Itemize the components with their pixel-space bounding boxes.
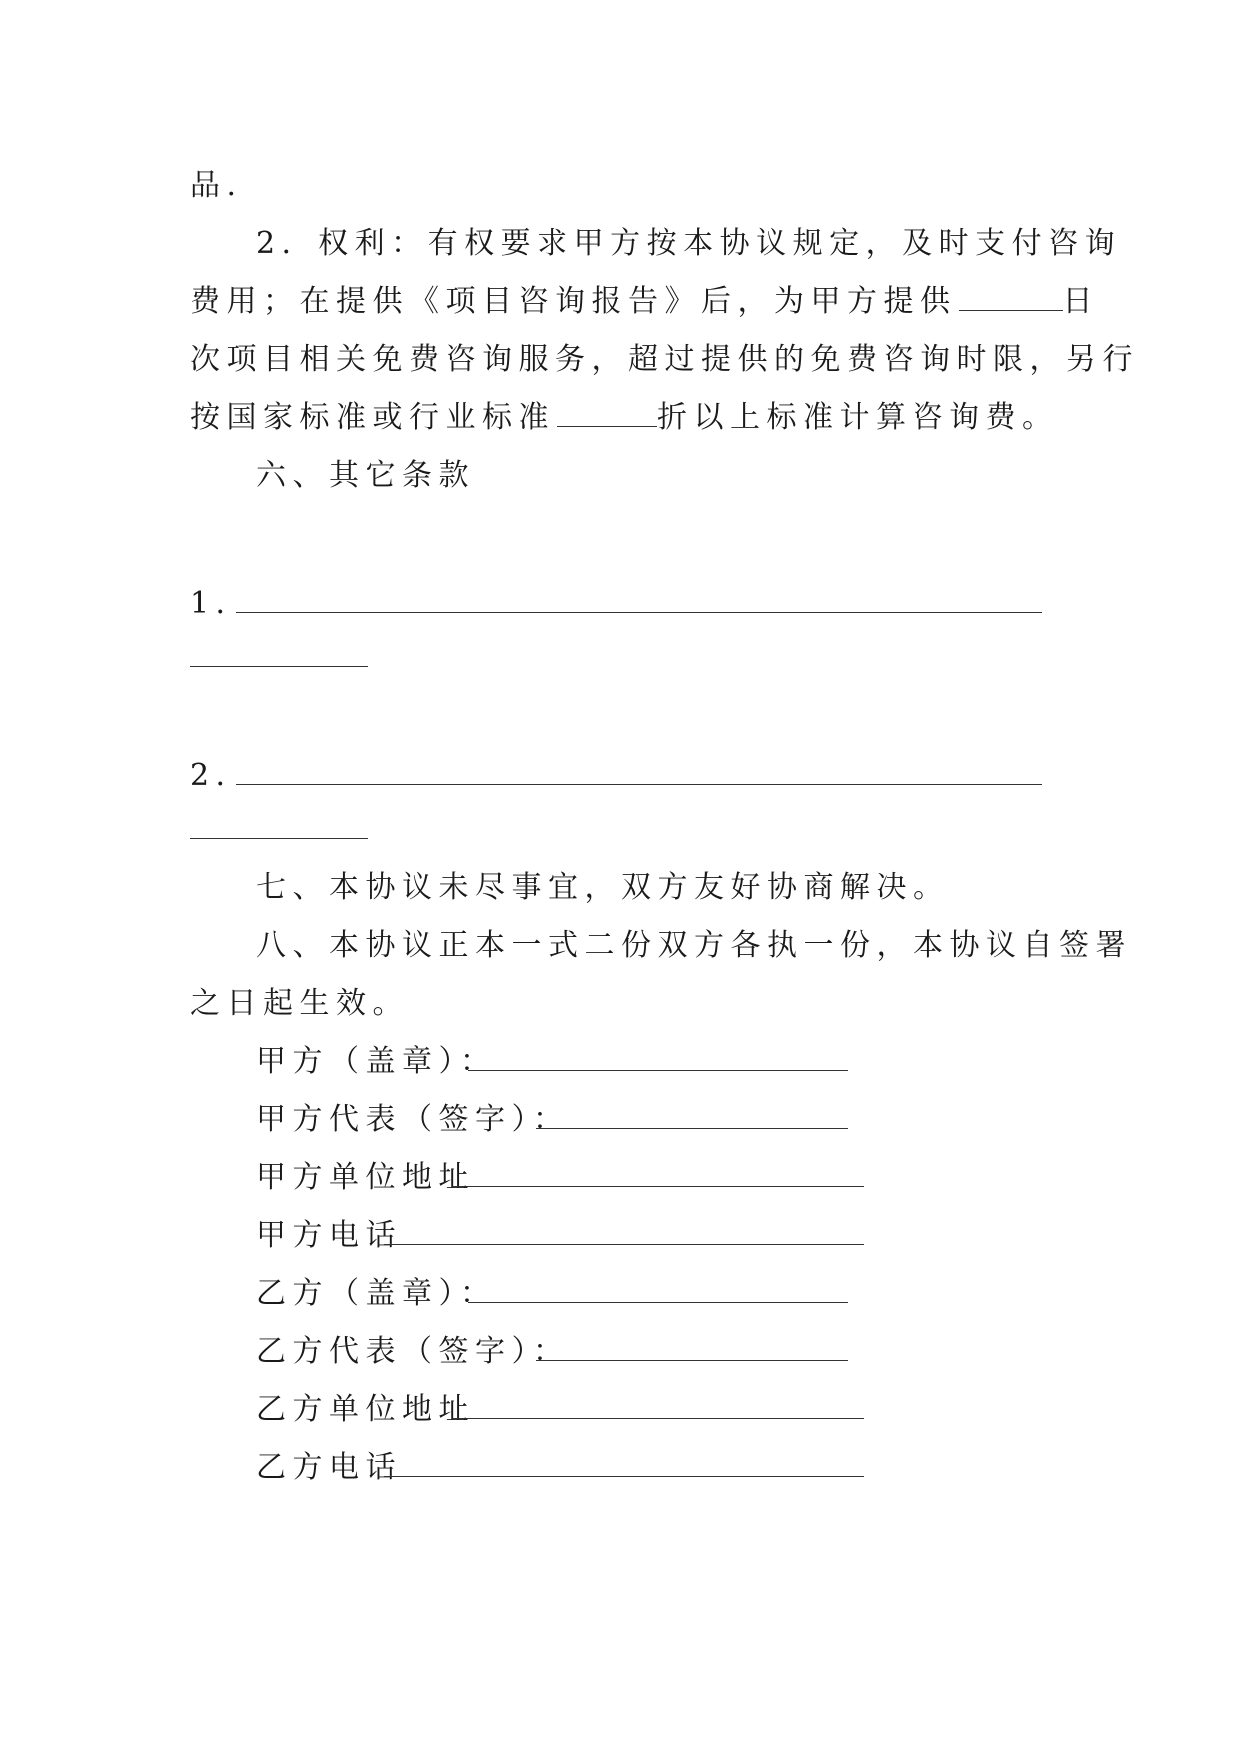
party-a-phone-blank[interactable] [384, 1244, 864, 1245]
party-b-phone-blank[interactable] [384, 1476, 864, 1477]
party-b-phone-label: 乙方电话 [256, 1450, 402, 1485]
rights-line-2-text: 费用；在提供《项目咨询报告》后，为甲方提供 [190, 284, 957, 319]
section-8-line-2: 之日起生效。 [190, 986, 409, 1021]
party-b-addr-blank[interactable] [452, 1418, 864, 1419]
clause-1-number: 1． [190, 586, 253, 621]
party-a-rep-blank[interactable] [536, 1128, 848, 1129]
party-a-addr-blank[interactable] [452, 1186, 864, 1187]
section-7: 七、本协议未尽事宜，双方友好协商解决。 [256, 870, 950, 905]
rights-line-4-end: 折以上标准计算咨询费。 [657, 400, 1059, 435]
rights-line-4-text: 按国家标准或行业标准 [190, 400, 555, 435]
rights-line-3: 次项目相关免费咨询服务，超过提供的免费咨询时限，另行 [190, 342, 1139, 377]
party-b-rep-blank[interactable] [536, 1360, 848, 1361]
rights-line-1: 2．权利：有权要求甲方按本协议规定，及时支付咨询 [256, 226, 1122, 261]
party-a-phone-label: 甲方电话 [256, 1218, 402, 1253]
clause-2-blank-line-2[interactable] [190, 838, 368, 839]
section-6-heading: 六、其它条款 [256, 458, 475, 493]
party-a-seal-blank[interactable] [468, 1070, 848, 1071]
continuation-text: 品. [190, 168, 243, 203]
party-a-rep-label: 甲方代表（签字）： [256, 1102, 570, 1137]
free-days-blank[interactable] [959, 282, 1063, 311]
party-b-seal-label: 乙方（盖章）： [256, 1276, 497, 1311]
clause-1-blank-line-2[interactable] [190, 666, 368, 667]
party-b-seal-blank[interactable] [468, 1302, 848, 1303]
party-a-addr-label: 甲方单位地址 [256, 1160, 475, 1195]
clause-2-blank-line-1[interactable] [236, 784, 1042, 785]
party-a-seal-label: 甲方（盖章）： [256, 1044, 497, 1079]
party-b-addr-label: 乙方单位地址 [256, 1392, 475, 1427]
party-b-rep-label: 乙方代表（签字）： [256, 1334, 570, 1369]
rights-line-2-end: 日 [1062, 284, 1099, 319]
clause-1-blank-line-1[interactable] [236, 612, 1042, 613]
discount-blank[interactable] [557, 398, 657, 427]
clause-2-number: 2． [190, 758, 253, 793]
rights-line-4 [190, 398, 1059, 438]
section-8-line-1: 八、本协议正本一式二份双方各执一份，本协议自签署 [256, 928, 1132, 963]
rights-line-2 [190, 282, 1099, 322]
